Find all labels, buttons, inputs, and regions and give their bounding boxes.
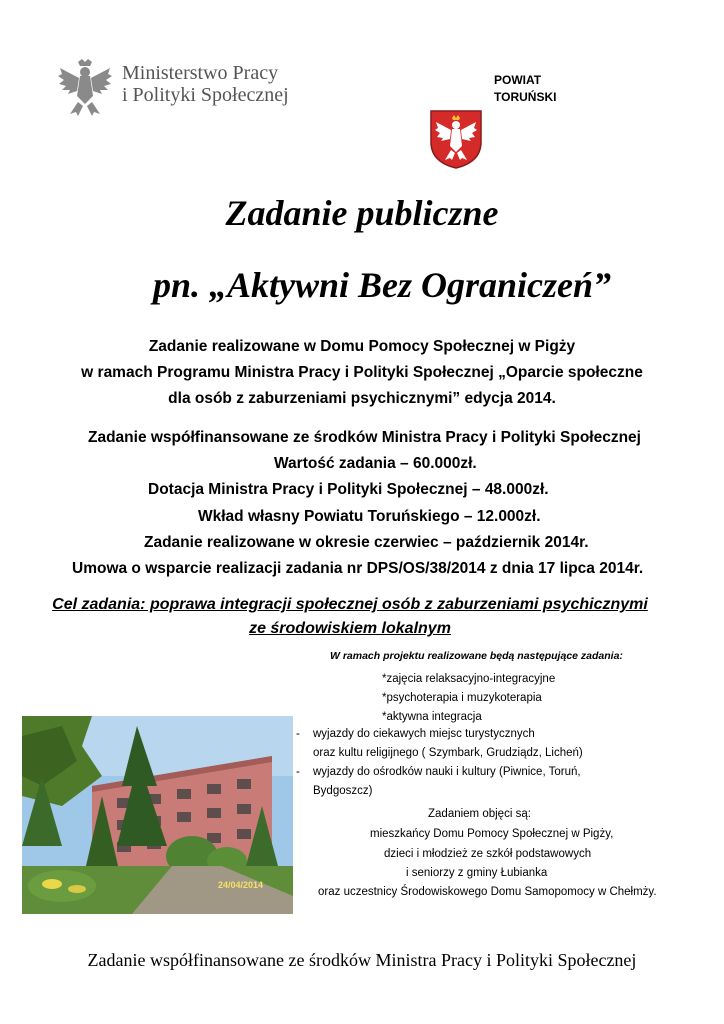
trip-item-line: wyjazdy do ciekawych miejsc turystycznych	[313, 728, 535, 740]
task-item: *psychoterapia i muzykoterapia	[382, 692, 542, 704]
finance-line-1: Zadanie współfinansowane ze środków Ministra Pracy i Polityki Społecznej	[88, 429, 641, 446]
finance-line-2: Wartość zadania – 60.000zł.	[274, 455, 477, 472]
goal-line-1: Cel zadania: poprawa integracji społecznej osób z zaburzeniami psychicznymi	[52, 596, 648, 613]
finance-line-3: Dotacja Ministra Pracy i Polityki Społecznej – 48.000zł.	[148, 481, 549, 498]
county-coat-of-arms-icon	[428, 108, 484, 170]
ministry-name	[122, 62, 289, 106]
photo-date-stamp: 24/04/2014	[217, 880, 263, 890]
goal-line-2: ze środowiskiem lokalnym	[249, 620, 451, 637]
footer-cofinancing-note: Zadanie współfinansowane ze środków Ministra Pracy i Polityki Społecznej	[87, 950, 637, 970]
participant-line: i seniorzy z gminy Łubianka	[406, 867, 548, 879]
tasks-intro: W ramach projektu realizowane będą następujące zadania:	[330, 650, 623, 662]
county-name-line2: TORUŃSKI	[494, 90, 557, 104]
intro-line-3: dla osób z zaburzeniami psychicznymi” edycja 2014.	[168, 390, 556, 407]
trip-item-line: oraz kultu religijnego ( Szymbark, Grudziądz, Licheń)	[313, 747, 583, 759]
eagle-emblem-icon	[56, 58, 114, 118]
participants-heading: Zadaniem objęci są:	[428, 808, 531, 820]
task-name-title: pn. „Aktywni Bez Ograniczeń”	[152, 265, 612, 305]
finance-line-6: Umowa o wsparcie realizacji zadania nr DPS/OS/38/2014 z dnia 17 lipca 2014r.	[72, 560, 644, 577]
intro-line-1: Zadanie realizowane w Domu Pomocy Społecznej w Pigży	[148, 338, 576, 355]
participant-line: oraz uczestnicy Środowiskowego Domu Samopomocy w Chełmży.	[318, 886, 657, 898]
trip-item-line: wyjazdy do ośrodków nauki i kultury (Piwnice, Toruń,	[313, 766, 581, 778]
task-item: *zajęcia relaksacyjno-integracyjne	[382, 673, 556, 685]
building-photo	[22, 716, 293, 914]
task-item: *aktywna integracja	[382, 711, 482, 723]
page-title: Zadanie publiczne	[225, 193, 499, 233]
ministry-name-line2: i Polityki Społecznej	[122, 84, 289, 106]
list-bullet: -	[296, 766, 300, 778]
list-bullet: -	[296, 728, 300, 740]
finance-line-4: Wkład własny Powiatu Toruńskiego – 12.000zł.	[198, 508, 541, 525]
finance-line-5: Zadanie realizowane w okresie czerwiec – październik 2014r.	[144, 534, 589, 551]
trip-item-line: Bydgoszcz)	[313, 785, 373, 797]
participant-line: dzieci i młodzież ze szkół podstawowych	[384, 848, 592, 860]
intro-line-2: w ramach Programu Ministra Pracy i Polityki Społecznej „Oparcie społeczne	[81, 364, 643, 381]
participant-line: mieszkańcy Domu Pomocy Społecznej w Pigży,	[370, 828, 614, 840]
ministry-name-line1: Ministerstwo Pracy	[122, 62, 279, 84]
county-name	[494, 72, 556, 106]
county-name-line1: POWIAT	[494, 73, 542, 87]
